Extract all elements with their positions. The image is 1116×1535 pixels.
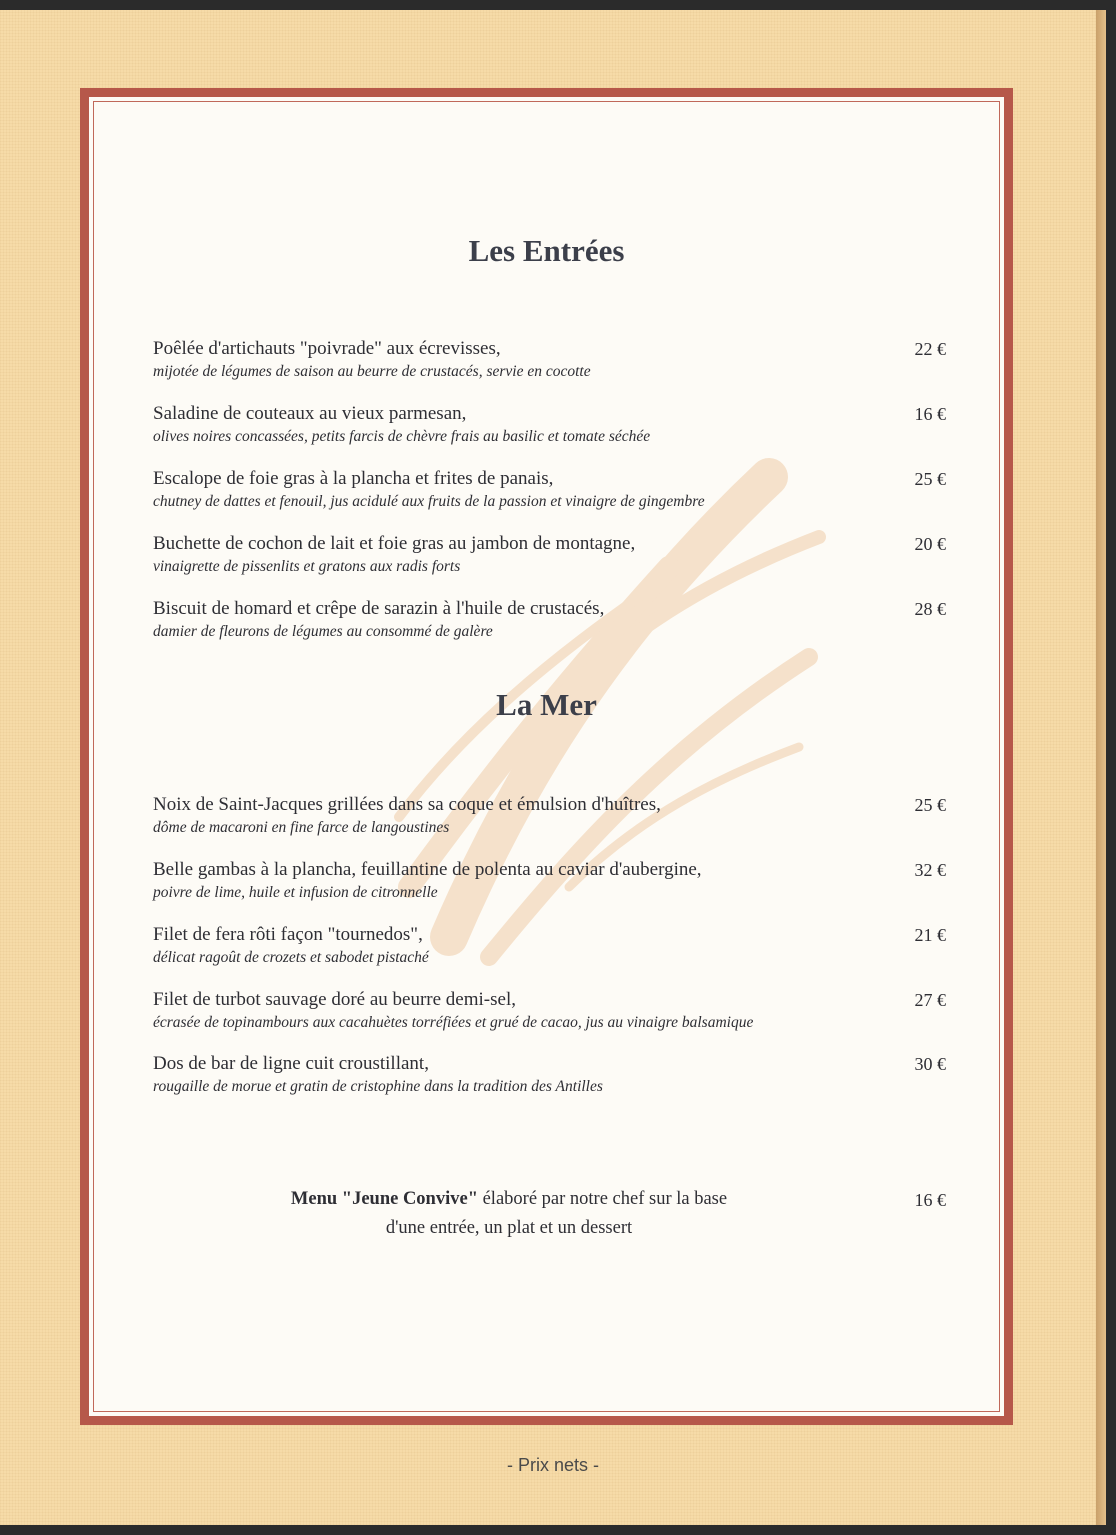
dish-price: 16 €: [914, 404, 946, 424]
dish-name: Buchette de cochon de lait et foie gras au jambon de montagne,: [153, 533, 636, 554]
jeune-convive-line2: d'une entrée, un plat et un dessert: [385, 1218, 633, 1238]
dish-description: damier de fleurons de légumes au consommé de galère: [153, 623, 493, 640]
dish-price: 30 €: [914, 1054, 946, 1074]
dish-item: [153, 858, 953, 904]
dish-price: 32 €: [914, 860, 946, 880]
dish-price: 20 €: [914, 534, 946, 554]
menu-frame: [80, 88, 1013, 1425]
sheet-edge: [1096, 10, 1106, 1525]
dish-name: Escalope de foie gras à la plancha et frites de panais,: [153, 468, 554, 489]
dish-description: délicat ragoût de crozets et sabodet pistaché: [153, 949, 429, 966]
jeune-convive-title: Menu "Jeune Convive": [290, 1189, 478, 1209]
dish-description: écrasée de topinambours aux cacahuètes torréfiées et grué de cacao, jus au vinaigre balsamique: [153, 1014, 754, 1031]
jeune-convive-line1: [249, 1185, 769, 1214]
dish-item: [153, 467, 953, 513]
section-title-entrees: Les Entrées: [468, 233, 625, 268]
dish-item: [153, 923, 953, 969]
dish-name: Noix de Saint-Jacques grillées dans sa coque et émulsion d'huîtres,: [153, 794, 661, 815]
jeune-convive-price: 16 €: [914, 1190, 946, 1210]
dish-description: chutney de dattes et fenouil, jus acidulé aux fruits de la passion et vinaigre de gingembre: [153, 493, 705, 510]
dish-name: Biscuit de homard et crêpe de sarazin à l'huile de crustacés,: [153, 598, 605, 619]
dish-description: vinaigrette de pissenlits et gratons aux radis forts: [153, 558, 461, 575]
dish-price: 27 €: [914, 990, 946, 1010]
dish-item: [153, 402, 953, 448]
dish-name: Belle gambas à la plancha, feuillantine de polenta au caviar d'aubergine,: [153, 859, 702, 880]
dish-name: Filet de fera rôti façon "tournedos",: [153, 924, 423, 945]
menu-content: [89, 97, 1004, 1416]
jeune-convive-block: [249, 1185, 769, 1243]
dish-name: Saladine de couteaux au vieux parmesan,: [153, 403, 467, 424]
jeune-convive-text: élaboré par notre chef sur la base: [477, 1189, 728, 1209]
dish-item: [153, 532, 953, 578]
dish-name: Filet de turbot sauvage doré au beurre demi-sel,: [153, 989, 516, 1010]
dish-description: olives noires concassées, petits farcis de chèvre frais au basilic et tomate séchée: [153, 428, 651, 445]
dish-description: rougaille de morue et gratin de cristophine dans la tradition des Antilles: [153, 1078, 603, 1095]
footer-prix-nets: - Prix nets -: [506, 1455, 599, 1475]
dish-price: 21 €: [914, 925, 946, 945]
dish-price: 25 €: [914, 469, 946, 489]
dish-item: [153, 988, 953, 1034]
dish-name: Dos de bar de ligne cuit croustillant,: [153, 1053, 429, 1074]
section-title-la-mer: La Mer: [496, 687, 597, 722]
dish-item: [153, 337, 953, 383]
dish-description: poivre de lime, huile et infusion de citronnelle: [153, 884, 438, 901]
menu-inner-panel: [89, 97, 1004, 1416]
dish-name: Poêlée d'artichauts "poivrade" aux écrevisses,: [153, 338, 501, 359]
dish-price: 28 €: [914, 599, 946, 619]
dish-price: 25 €: [914, 795, 946, 815]
dish-item: [153, 793, 953, 839]
dish-description: dôme de macaroni en fine farce de langoustines: [153, 819, 450, 836]
dish-item: [153, 1052, 953, 1098]
dish-item: [153, 597, 953, 643]
dish-description: mijotée de légumes de saison au beurre de crustacés, servie en cocotte: [153, 363, 591, 380]
menu-sheet: [0, 10, 1106, 1525]
dish-price: 22 €: [914, 339, 946, 359]
